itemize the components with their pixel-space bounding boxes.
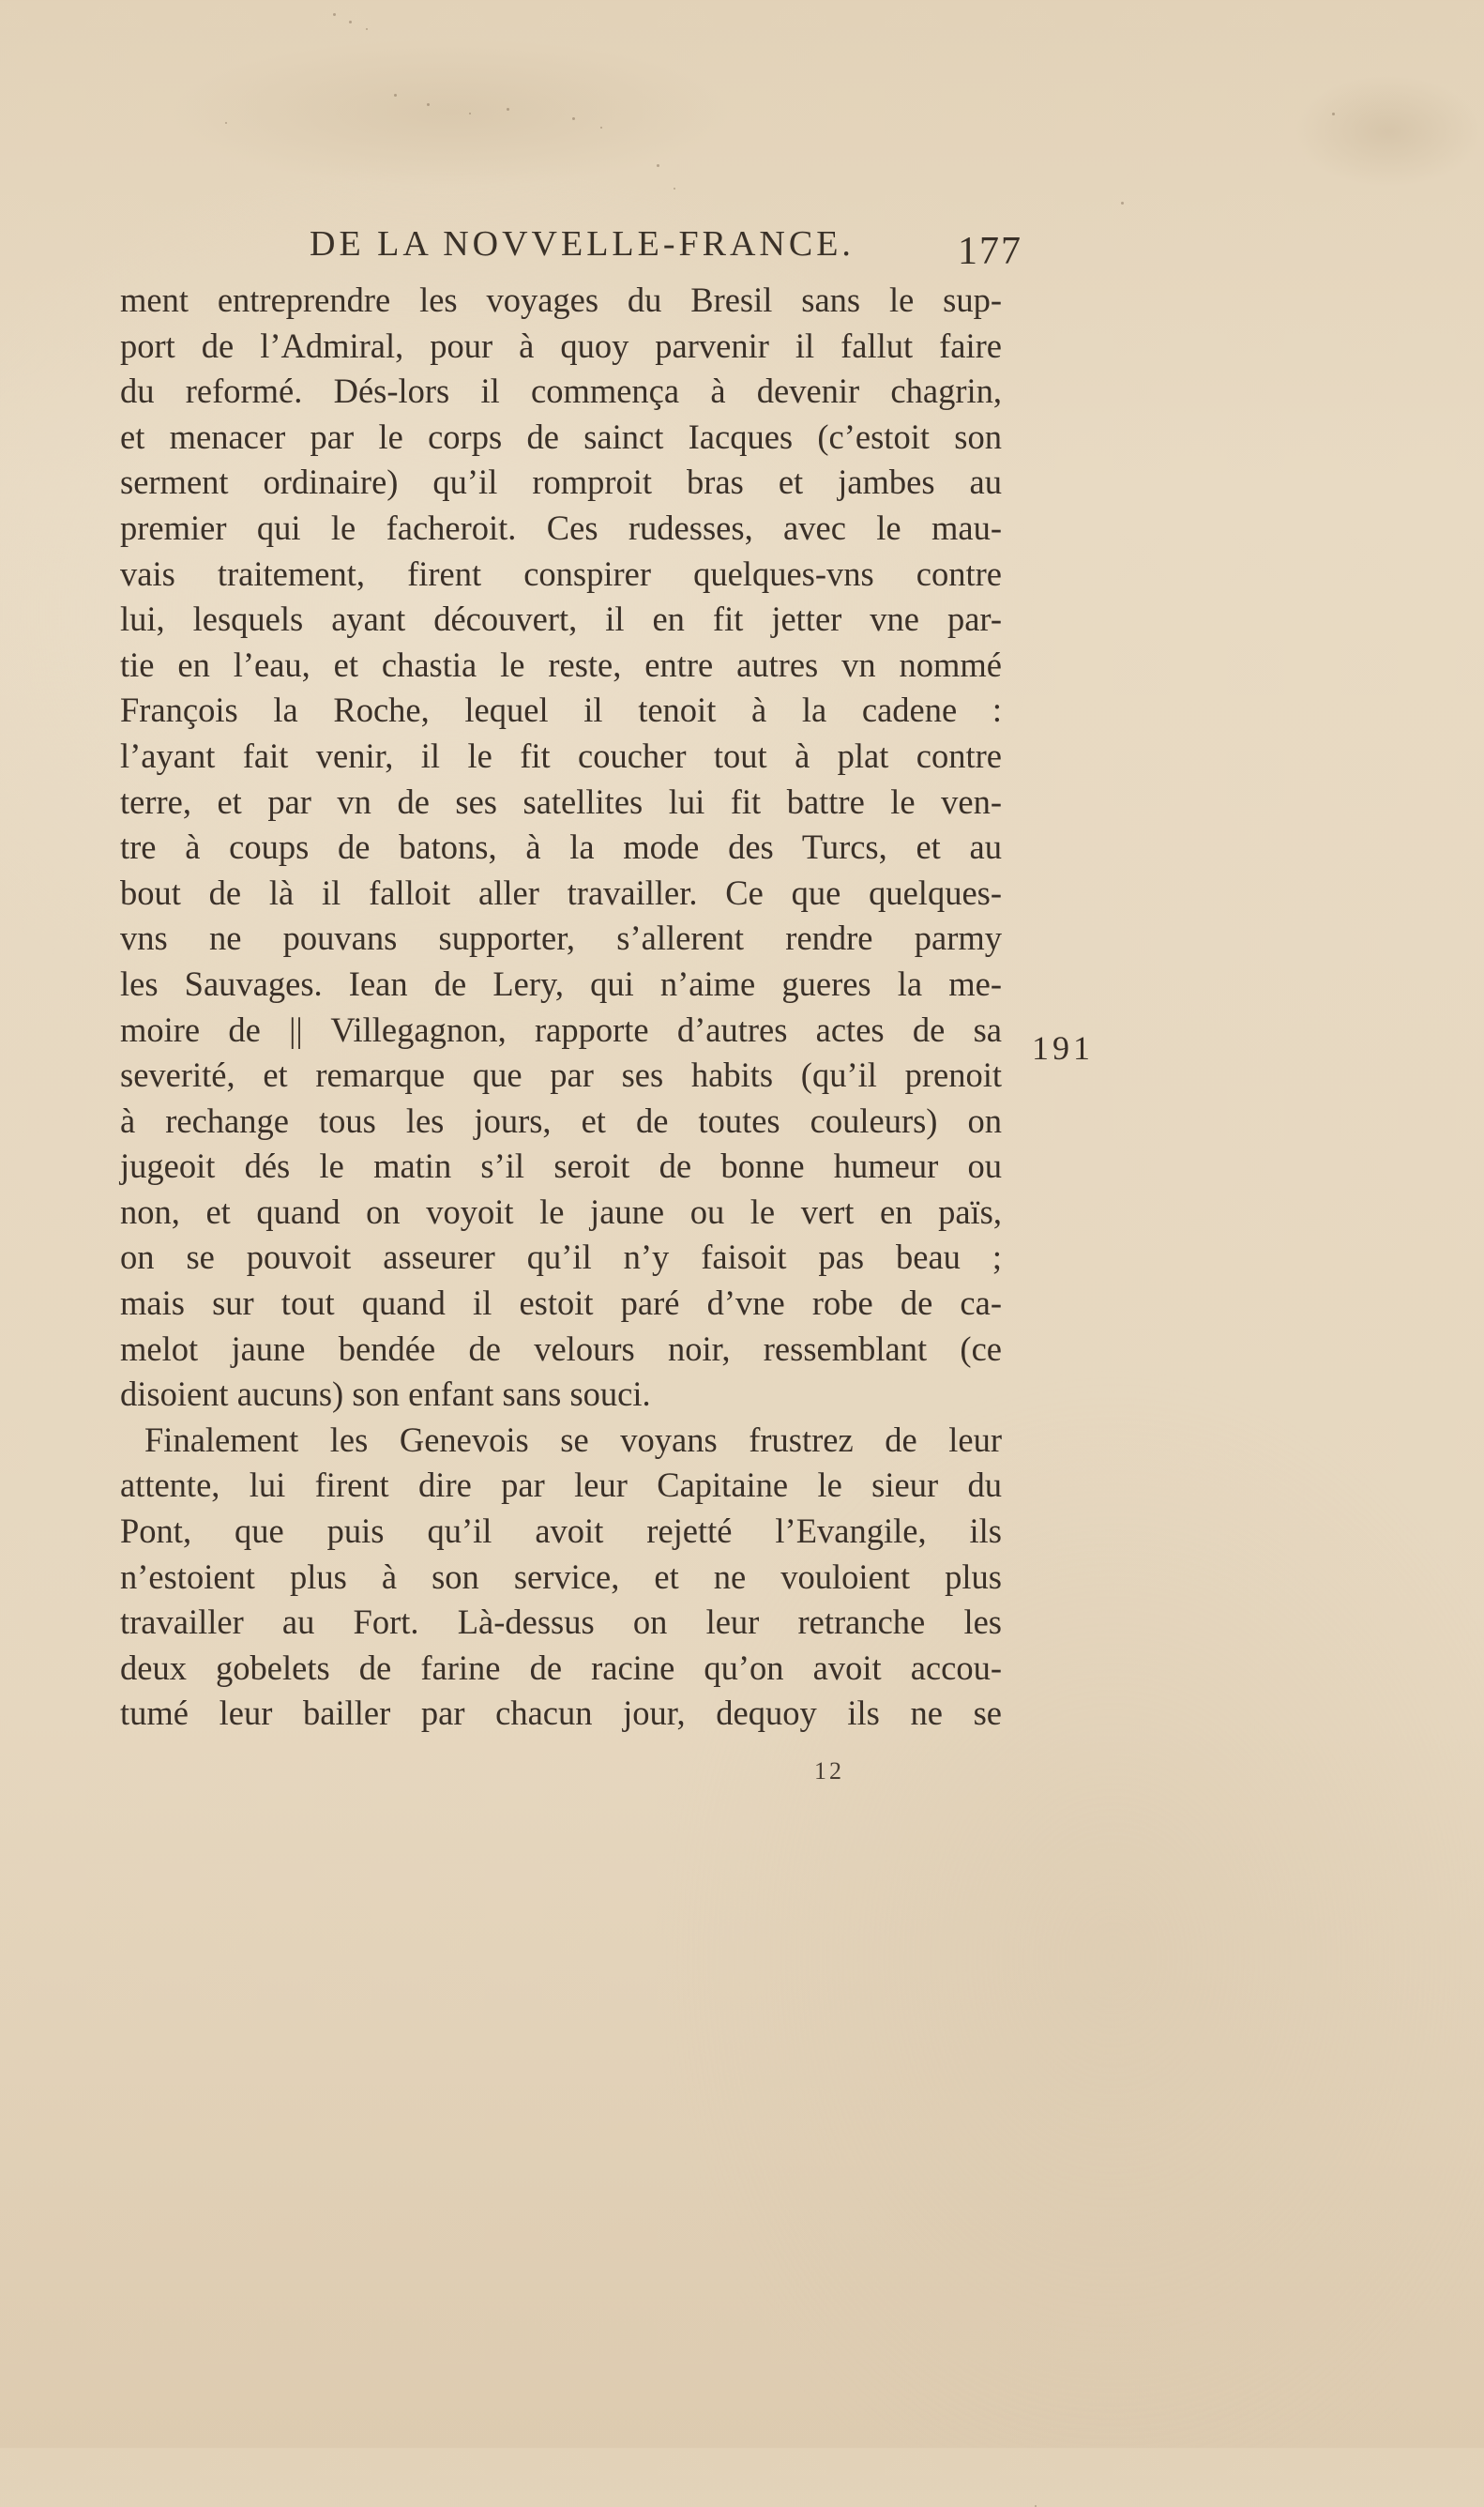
text-line: jugeoit dés le matin s’il seroit de bonne humeur ou xyxy=(120,1147,1002,1186)
text-line: bout de là il falloit aller travailler. Ce que quelques- xyxy=(120,873,1002,912)
paper-speck xyxy=(349,21,352,23)
text-line: et menacer par le corps de sainct Iacques (c’estoit son xyxy=(120,417,1002,456)
signature-mark: 12 xyxy=(814,1757,844,1785)
paper-speck xyxy=(225,122,227,124)
text-line: attente, lui firent dire par leur Capitaine le sieur du xyxy=(120,1466,1002,1505)
paper-speck xyxy=(333,13,336,16)
text-line: port de l’Admiral, pour à quoy parvenir il fallut faire xyxy=(120,326,1002,365)
text-line: terre, et par vn de ses satellites lui fit battre le ven- xyxy=(120,782,1002,821)
body-text xyxy=(120,278,1002,1737)
text-line: lui, lesquels ayant découvert, il en fit jetter vne par- xyxy=(120,600,1002,639)
text-line: ment entreprendre les voyages du Bresil sans le sup- xyxy=(120,281,1002,319)
text-line: disoient aucuns) son enfant sans souci. xyxy=(120,1375,651,1414)
text-line: mais sur tout quand il estoit paré d’vne robe de ca- xyxy=(120,1284,1002,1323)
text-line: Pont, que puis qu’il avoit rejetté l’Evangile, ils xyxy=(120,1512,1002,1551)
text-line: premier qui le facheroit. Ces rudesses, avec le mau- xyxy=(120,508,1002,547)
text-line: Finalement les Genevois se voyans frustrez de leur xyxy=(144,1420,1002,1459)
text-line: tumé leur bailler par chacun jour, dequoy ils ne se xyxy=(120,1694,1002,1733)
paper-speck xyxy=(674,188,675,190)
text-line: moire de || Villegagnon, rapporte d’autres actes de sa xyxy=(120,1010,1002,1049)
paper-speck xyxy=(1332,113,1335,115)
paper-speck xyxy=(366,28,368,30)
paper-speck xyxy=(507,108,509,111)
text-line: non, et quand on voyoit le jaune ou le vert en païs, xyxy=(120,1192,1002,1231)
text-line: vais traitement, firent conspirer quelques-vns contre xyxy=(120,554,1002,593)
text-line: deux gobelets de farine de racine qu’on avoit accou- xyxy=(120,1648,1002,1687)
text-line: à rechange tous les jours, et de toutes couleurs) on xyxy=(120,1101,1002,1140)
text-line: n’estoient plus à son service, et ne vouloient plus xyxy=(120,1557,1002,1596)
text-line: les Sauvages. Iean de Lery, qui n’aime gueres la me- xyxy=(120,964,1002,1003)
paper-speck xyxy=(572,117,575,120)
text-line: tre à coups de batons, à la mode des Turcs, et au xyxy=(120,828,1002,867)
paper-stain xyxy=(169,38,732,188)
paper-speck xyxy=(657,164,659,167)
text-line: melot jaune bendée de velours noir, ressemblant (ce xyxy=(120,1329,1002,1368)
text-line: serment ordinaire) qu’il romproit bras et jambes au xyxy=(120,463,1002,502)
paper-stain xyxy=(1295,75,1482,188)
text-line: tie en l’eau, et chastia le reste, entre autres vn nommé xyxy=(120,645,1002,684)
text-line: travailler au Fort. Là-dessus on leur retranche les xyxy=(120,1603,1002,1642)
running-header xyxy=(310,223,1022,280)
text-line: François la Roche, lequel il tenoit à la cadene : xyxy=(120,691,1002,730)
paper-speck xyxy=(1121,202,1124,205)
running-title: DE LA NOVVELLE-FRANCE. xyxy=(310,224,855,264)
text-line: l’ayant fait venir, il le fit coucher tout à plat contre xyxy=(120,736,1002,775)
page-number: 177 xyxy=(958,230,1022,273)
paper-speck xyxy=(394,94,397,97)
text-line: vns ne pouvans supporter, s’allerent rendre parmy xyxy=(120,919,1002,958)
text-line: severité, et remarque que par ses habits (qu’il prenoit xyxy=(120,1056,1002,1095)
text-line: du reformé. Dés-lors il commença à devenir chagrin, xyxy=(120,372,1002,411)
paper-speck xyxy=(469,113,471,114)
paper-speck xyxy=(427,103,430,106)
text-line: on se pouvoit asseurer qu’il n’y faisoit pas beau ; xyxy=(120,1238,1002,1277)
margin-page-reference: 191 xyxy=(1032,1029,1094,1067)
paper-speck xyxy=(600,127,602,129)
